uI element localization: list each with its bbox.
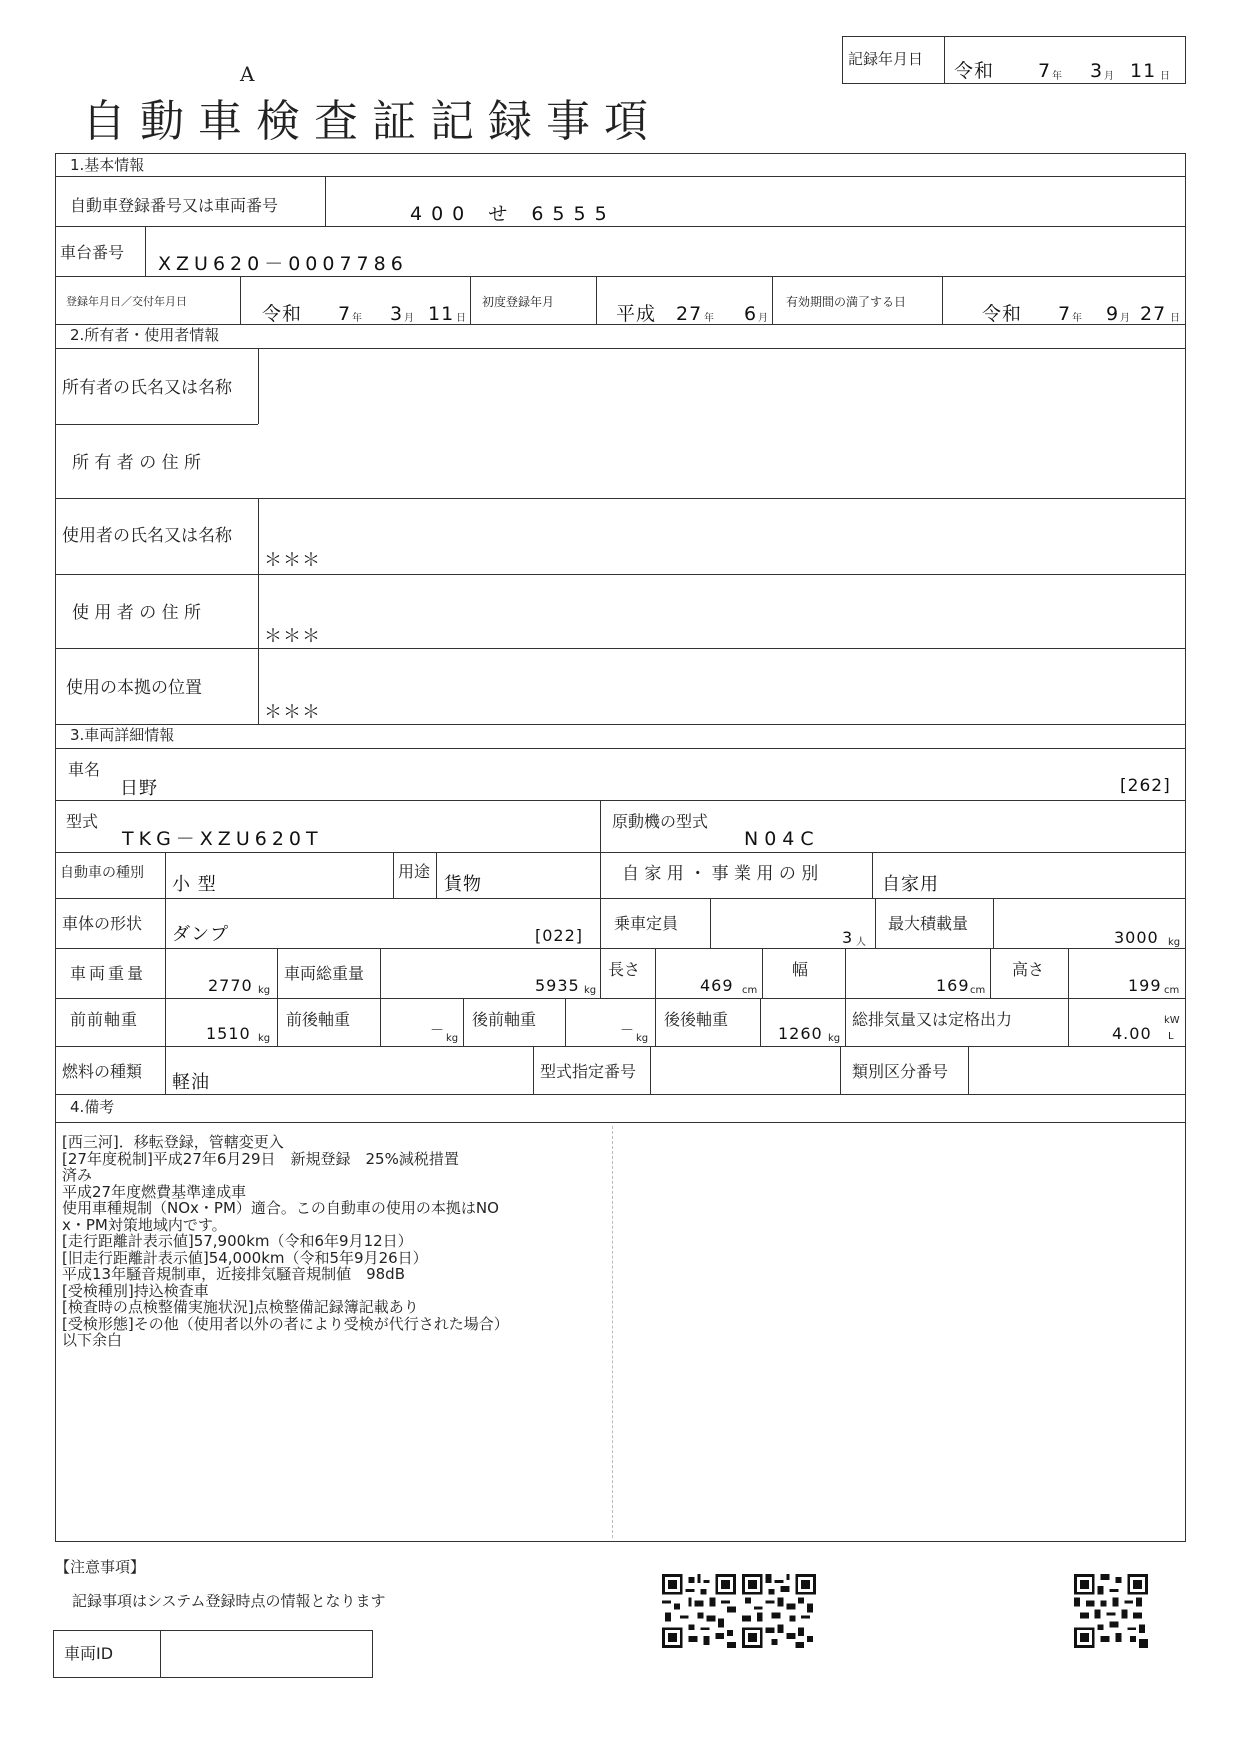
record-date-label: 記録年月日 [848, 50, 924, 68]
user-name-label: 使用者の氏名又は名称 [62, 526, 232, 546]
capacity-label: 乗車定員 [614, 914, 679, 933]
remark-line: 使用車種規制（NOx・PM）適合。この自動車の使用の本拠はNO [62, 1199, 499, 1217]
height-label: 高さ [1012, 960, 1045, 979]
type-designation-label: 型式指定番号 [540, 1062, 637, 1081]
first-reg-label: 初度登録年月 [482, 295, 555, 309]
owner-name-label: 所有者の氏名又は名称 [62, 378, 232, 398]
form-mark: A [240, 62, 255, 86]
user-address: ＊＊＊ [264, 626, 321, 647]
private-use: 自家用 [882, 874, 939, 895]
make: 日野 [120, 778, 158, 799]
length: 469 [700, 976, 734, 995]
engine-label: 原動機の型式 [612, 812, 709, 831]
weight: 2770 [208, 976, 253, 995]
base-location-label: 使用の本拠の位置 [66, 678, 202, 698]
body-label: 車体の形状 [62, 914, 143, 933]
use-label: 用途 [398, 862, 431, 881]
qr-code-1-icon [662, 1574, 736, 1648]
remark-line: 以下余白 [62, 1331, 123, 1349]
expiry-label: 有効期間の満了する日 [786, 295, 907, 309]
kind: 小 型 [172, 874, 217, 895]
remark-line: [旧走行距離計表示値]54,000km（令和5年9月26日） [62, 1248, 428, 1267]
displacement: 4.00 [1112, 1024, 1152, 1043]
gross-label: 車両総重量 [284, 964, 365, 983]
remarks [62, 1134, 622, 1349]
body-code: [022] [535, 926, 584, 945]
make-code: [262] [1120, 776, 1171, 796]
class-number-label: 類別区分番号 [852, 1062, 949, 1081]
max-load: 3000 [1114, 928, 1159, 947]
remark-line: [受検種別]持込検査車 [62, 1281, 209, 1300]
rr-axle-label: 後後軸重 [664, 1010, 729, 1029]
remark-line: x・PM対策地域内です。 [62, 1215, 227, 1234]
model: TKG－XZU620T [122, 828, 323, 850]
base-location: ＊＊＊ [264, 702, 321, 723]
private-label: 自 家 用 ・ 事 業 用 の 別 [622, 864, 819, 884]
max-load-label: 最大積載量 [888, 914, 969, 933]
fr-axle-label: 前後軸重 [286, 1010, 351, 1029]
record-date-month: 3 [1090, 60, 1104, 82]
qr-code-3-icon [1074, 1574, 1148, 1648]
length-label: 長さ [608, 960, 641, 979]
user-name: ＊＊＊ [264, 550, 321, 571]
width-label: 幅 [792, 960, 809, 979]
user-address-label: 使 用 者 の 住 所 [72, 603, 202, 623]
rf-axle: － [620, 1023, 635, 1039]
capacity: 3 [842, 928, 854, 947]
remark-line: [西三河]．移転登録，管轄変更入 [62, 1133, 284, 1151]
remark-line: [検査時の点検整備実施状況]点検整備記録簿記載あり [62, 1298, 419, 1316]
displacement-label: 総排気量又は定格出力 [852, 1010, 1013, 1029]
rf-axle-label: 後前軸重 [472, 1010, 537, 1029]
model-label: 型式 [66, 812, 99, 831]
vehicle-id-label: 車両ID [64, 1644, 114, 1663]
kind-label: 自動車の種別 [60, 865, 144, 881]
engine: N04C [744, 828, 820, 850]
notice-heading: 【注意事項】 [55, 1558, 146, 1576]
rr-axle: 1260 [778, 1024, 823, 1043]
chassis-label: 車台番号 [60, 243, 125, 262]
section3-heading: 3.車両詳細情報 [70, 726, 175, 744]
reg-number-label: 自動車登録番号又は車両番号 [70, 196, 279, 215]
reg-number: 400 せ 6555 [410, 203, 616, 225]
width: 169 [936, 976, 970, 995]
chassis-number: XZU620－0007786 [158, 253, 408, 275]
weight-label: 車両重量 [70, 964, 147, 983]
record-date-day: 11 [1130, 60, 1157, 82]
fr-axle: － [430, 1023, 445, 1039]
gross-weight: 5935 [535, 976, 580, 995]
fuel: 軽油 [172, 1072, 210, 1093]
record-date-year: 7 [1038, 60, 1052, 82]
record-date-era: 令和 [954, 60, 995, 82]
remark-line: 平成27年度燃費基準達成車 [62, 1182, 247, 1201]
make-label: 車名 [68, 760, 101, 779]
fuel-label: 燃料の種類 [62, 1062, 143, 1081]
remark-line: [受検形態]その他（使用者以外の者により受検が代行された場合） [62, 1314, 509, 1333]
section1-heading: 1.基本情報 [70, 156, 145, 174]
use: 貨物 [444, 874, 482, 895]
page-title: 自動車検査証記録事項 [82, 96, 662, 147]
remark-line: [走行距離計表示値]57,900km（令和6年9月12日） [62, 1232, 413, 1250]
ff-axle-label: 前前軸重 [70, 1010, 139, 1029]
notice-text: 記録事項はシステム登録時点の情報となります [72, 1592, 386, 1610]
remark-line: [27年度税制]平成27年6月29日 新規登録 25%減税措置 [62, 1149, 459, 1168]
remark-line: 平成13年騒音規制車，近接排気騒音規制値 98dB [62, 1265, 405, 1283]
section4-heading: 4.備考 [70, 1098, 115, 1116]
reg-date-label: 登録年月日／交付年月日 [66, 295, 187, 308]
body-shape: ダンプ [172, 924, 230, 945]
remark-line: 済み [62, 1166, 93, 1184]
height: 199 [1128, 976, 1162, 995]
owner-address-label: 所 有 者 の 住 所 [72, 453, 202, 473]
ff-axle: 1510 [206, 1024, 251, 1043]
qr-code-2-icon [742, 1574, 816, 1648]
section2-heading: 2.所有者・使用者情報 [70, 326, 220, 344]
